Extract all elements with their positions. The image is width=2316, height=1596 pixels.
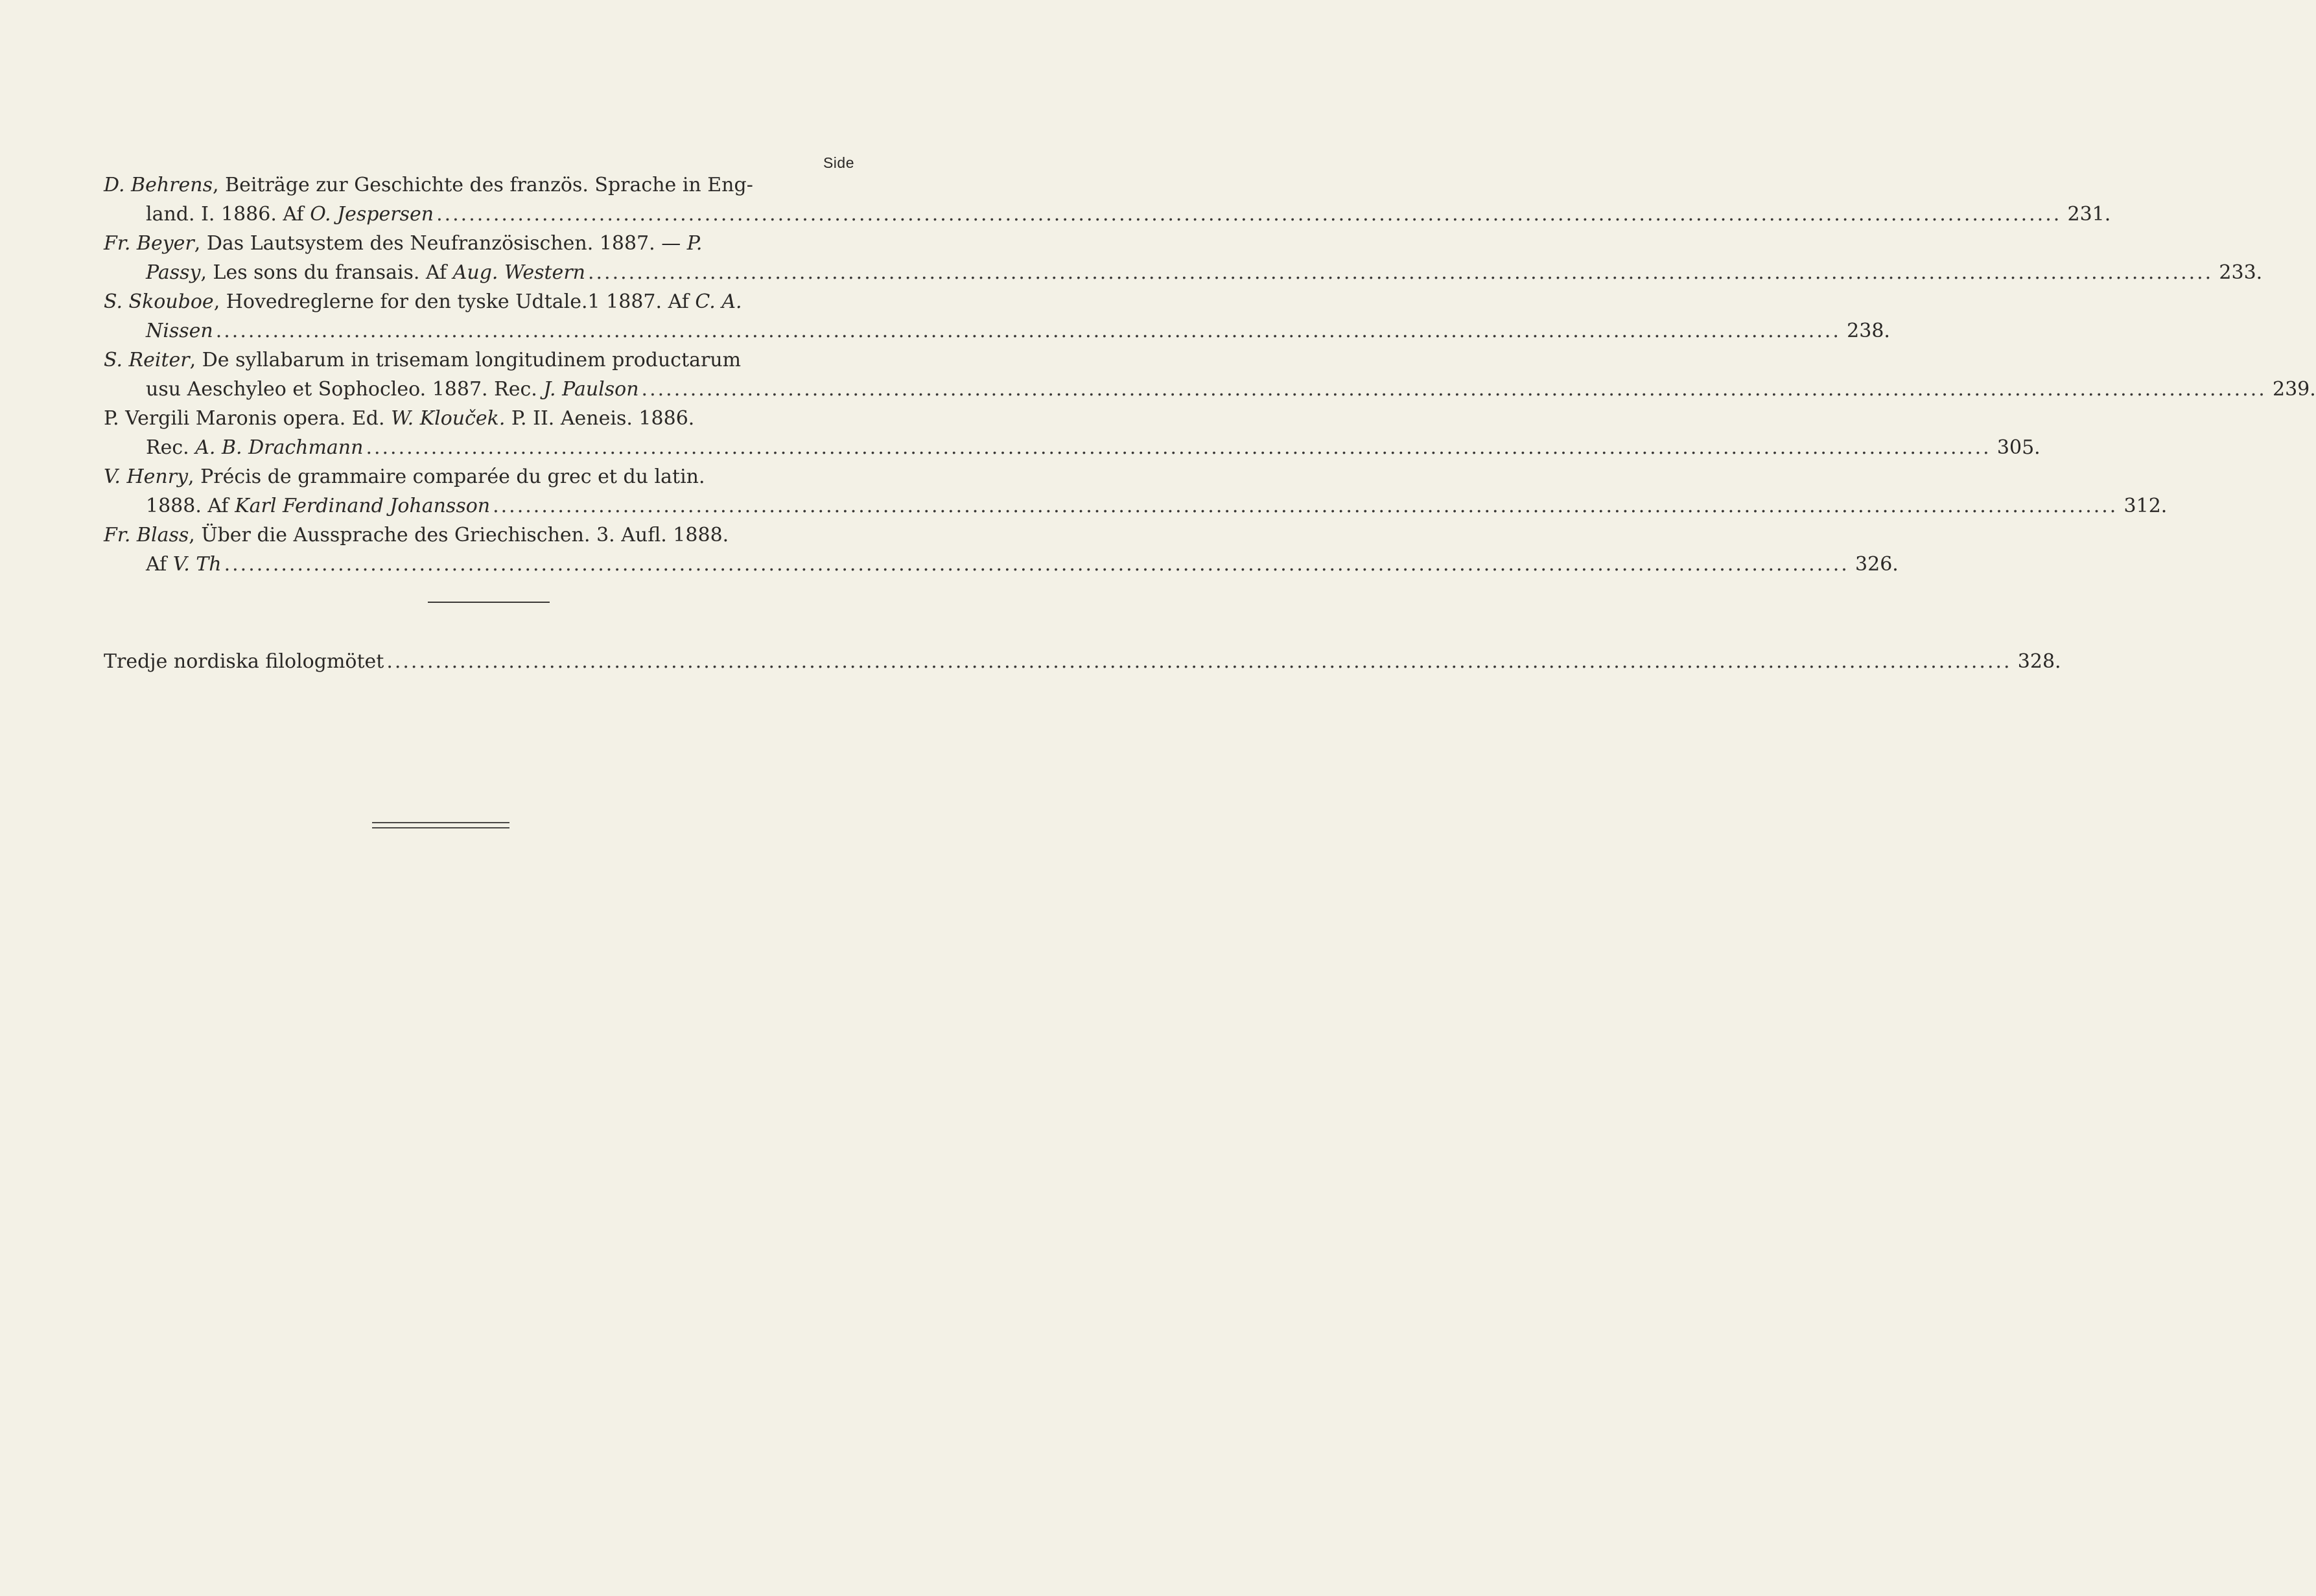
toc-entry bbox=[104, 404, 2041, 462]
toc-author-or-editor: Nissen bbox=[146, 320, 213, 342]
toc-author-or-editor: V. Th bbox=[172, 553, 222, 576]
toc-text: P. Vergili Maronis opera. Ed. bbox=[104, 407, 392, 430]
toc-extra-entry bbox=[104, 647, 2061, 676]
toc-author-or-editor: V. Henry bbox=[104, 465, 189, 488]
dot-leader: ........................................................................................................................................................................................................ bbox=[641, 378, 2267, 401]
toc-entry-text bbox=[146, 258, 585, 287]
toc-entry bbox=[104, 229, 2263, 287]
toc-text: , De syllabarum in trisemam longitudinem productarum bbox=[189, 349, 742, 371]
toc-text: , Précis de grammaire comparée du grec et du latin. bbox=[188, 465, 705, 488]
toc-page-number: 233. bbox=[2219, 261, 2263, 284]
dot-leader: ........................................................................................................................................................................................................ bbox=[215, 320, 1841, 342]
toc-author-or-editor: S. Reiter bbox=[104, 349, 190, 371]
end-rule-bottom bbox=[372, 827, 509, 828]
toc-author-or-editor: Aug. Western bbox=[452, 261, 585, 284]
toc-author-or-editor: Passy bbox=[146, 261, 201, 284]
toc-page-number: 239. bbox=[2272, 378, 2316, 401]
toc-text: , Les sons du fransais. Af bbox=[200, 261, 453, 284]
toc-author-or-editor: P. bbox=[686, 232, 703, 255]
toc-entry-final-line bbox=[104, 550, 1899, 579]
toc-page-number: 326. bbox=[1855, 553, 1899, 576]
toc-entry bbox=[104, 346, 2316, 404]
toc-text: , Beiträge zur Geschichte des französ. Sprache in Eng- bbox=[213, 174, 753, 196]
toc-author-or-editor: Fr. Blass bbox=[104, 524, 189, 546]
toc-entry-line bbox=[104, 404, 856, 433]
toc-entry-text bbox=[146, 316, 213, 346]
toc-entry-final-line bbox=[104, 491, 2168, 521]
toc-entry-text bbox=[146, 491, 490, 521]
toc-text: usu Aeschyleo et Sophocleo. 1887. Rec. bbox=[146, 378, 544, 401]
toc-entry-final-line bbox=[104, 316, 1890, 346]
toc-entry-final-line bbox=[104, 375, 2316, 404]
toc-entry-line bbox=[104, 287, 856, 316]
toc-text: , Hovedreglerne for den tyske Udtale.1 1887. Af bbox=[213, 290, 696, 313]
toc-author-or-editor: J. Paulson bbox=[543, 378, 639, 401]
dot-leader: ........................................................................................................................................................................................................ bbox=[366, 436, 1991, 459]
toc-page-number: 305. bbox=[1996, 436, 2041, 459]
toc-author-or-editor: O. Jespersen bbox=[310, 203, 434, 226]
toc-entry-text bbox=[146, 200, 434, 229]
toc-author-or-editor: Fr. Beyer bbox=[104, 232, 194, 255]
toc-entry bbox=[104, 462, 2168, 521]
toc-extra-page-number: 328. bbox=[2017, 650, 2061, 673]
toc-entry-final-line bbox=[104, 258, 2263, 287]
page-column-header: Side bbox=[823, 154, 854, 171]
toc-author-or-editor: S. Skouboe bbox=[104, 290, 214, 313]
toc-author-or-editor: D. Behrens bbox=[104, 174, 213, 196]
toc-entry-text bbox=[146, 433, 363, 462]
toc-extra-title: Tredje nordiska filologmötet bbox=[104, 650, 384, 673]
toc-author-or-editor: W. Klouček. bbox=[391, 407, 506, 430]
toc-text: Rec. bbox=[146, 436, 196, 459]
toc-entry-final-line bbox=[104, 433, 2041, 462]
toc-author-or-editor: C. A. bbox=[695, 290, 742, 313]
toc-page-number: 231. bbox=[2067, 203, 2111, 226]
end-rule-top bbox=[372, 822, 509, 823]
toc-text: , Über die Aussprache des Griechischen. 3. Aufl. 1888. bbox=[189, 524, 729, 546]
toc-entry-text bbox=[146, 375, 639, 404]
toc-extra-line bbox=[104, 647, 2061, 676]
dot-leader: ........................................................................................................................................................................................................ bbox=[587, 261, 2214, 284]
toc-entry-line bbox=[104, 170, 856, 200]
toc-entry bbox=[104, 521, 1899, 579]
dot-leader: ........................................................................................................................................................................................................ bbox=[493, 495, 2118, 517]
dot-leader: ........................................................................................................................................................................................................ bbox=[386, 650, 2012, 673]
toc-author-or-editor: Karl Ferdinand Johansson bbox=[235, 495, 491, 517]
toc-entry-text bbox=[146, 550, 222, 579]
toc-author-or-editor: A. B. Drachmann bbox=[195, 436, 364, 459]
toc-entry-line bbox=[104, 346, 856, 375]
table-of-contents bbox=[104, 170, 2316, 579]
toc-entry-final-line bbox=[104, 200, 2111, 229]
dot-leader: ........................................................................................................................................................................................................ bbox=[436, 203, 2062, 226]
toc-entry bbox=[104, 170, 2111, 229]
toc-text: 1888. Af bbox=[146, 495, 235, 517]
toc-page-number: 238. bbox=[1847, 320, 1890, 342]
dot-leader: ........................................................................................................................................................................................................ bbox=[224, 553, 1849, 576]
toc-entry-line bbox=[104, 521, 856, 550]
toc-text: , Das Lautsystem des Neufranzösischen. 1887. — bbox=[194, 232, 687, 255]
toc-text: land. I. 1886. Af bbox=[146, 203, 310, 226]
toc-text: Af bbox=[146, 553, 173, 576]
toc-text: P. II. Aeneis. 1886. bbox=[505, 407, 695, 430]
section-divider bbox=[428, 602, 550, 603]
toc-entry-line bbox=[104, 229, 856, 258]
toc-entry-line bbox=[104, 462, 856, 491]
toc-page-number: 312. bbox=[2123, 495, 2168, 517]
toc-entry bbox=[104, 287, 1890, 346]
